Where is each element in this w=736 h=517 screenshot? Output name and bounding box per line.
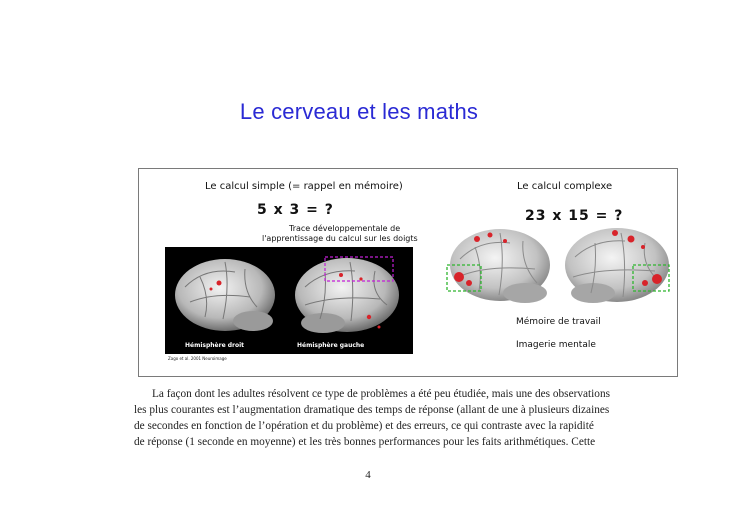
complex-right-brain	[565, 228, 669, 303]
simple-calc-heading: Le calcul simple (= rappel en mémoire)	[205, 181, 403, 192]
paragraph-line: de réponse (1 seconde en moyenne) et les très bonnes performances pour les faits arithmétiques. Cette	[134, 436, 596, 448]
complex-calc-equation: 23 x 15 = ?	[525, 208, 624, 224]
complex-left-brain	[447, 229, 550, 303]
activation-spot	[339, 273, 343, 277]
working-memory-label: Mémoire de travail	[516, 317, 601, 327]
trace-label-line2: l'apprentissage du calcul sur les doigts	[262, 234, 418, 243]
mental-imagery-label: Imagerie mentale	[516, 340, 596, 350]
simple-calc-brain-panel	[165, 247, 413, 354]
complex-brains-illustration	[445, 221, 675, 313]
activation-spot	[378, 326, 381, 329]
right-hemisphere-label: Hémisphère droit	[185, 342, 245, 349]
figure-citation: Zago et al. 2001 Neuroimage	[168, 356, 227, 361]
simple-calc-equation: 5 x 3 = ?	[257, 202, 334, 218]
activation-spot	[210, 288, 213, 291]
right-hemisphere-brain	[175, 259, 275, 331]
paragraph-line: les plus courantes est l’augmentation dramatique des temps de réponse (allant de une à plusieurs dizaines	[134, 404, 610, 416]
slide-title: Le cerveau et les maths	[239, 99, 479, 124]
activation-spot	[217, 281, 222, 286]
activation-spot	[367, 315, 371, 319]
body-paragraph	[134, 386, 684, 450]
brain-figure	[138, 168, 678, 377]
paragraph-line: de secondes en fonction de l’opération et du problème) et des erreurs, ce qui contraste avec la rapidité	[134, 420, 594, 432]
left-hemisphere-brain	[295, 257, 399, 333]
trace-label-line1: Trace développementale de	[289, 224, 401, 233]
simple-brains-illustration	[165, 247, 413, 354]
complex-calc-heading: Le calcul complexe	[517, 181, 613, 192]
activation-spot	[359, 277, 362, 280]
left-hemisphere-label: Hémisphère gauche	[297, 342, 365, 349]
page-number: 4	[365, 469, 371, 481]
paragraph-line: La façon dont les adultes résolvent ce type de problèmes a été peu étudiée, mais une des observations	[152, 388, 610, 400]
